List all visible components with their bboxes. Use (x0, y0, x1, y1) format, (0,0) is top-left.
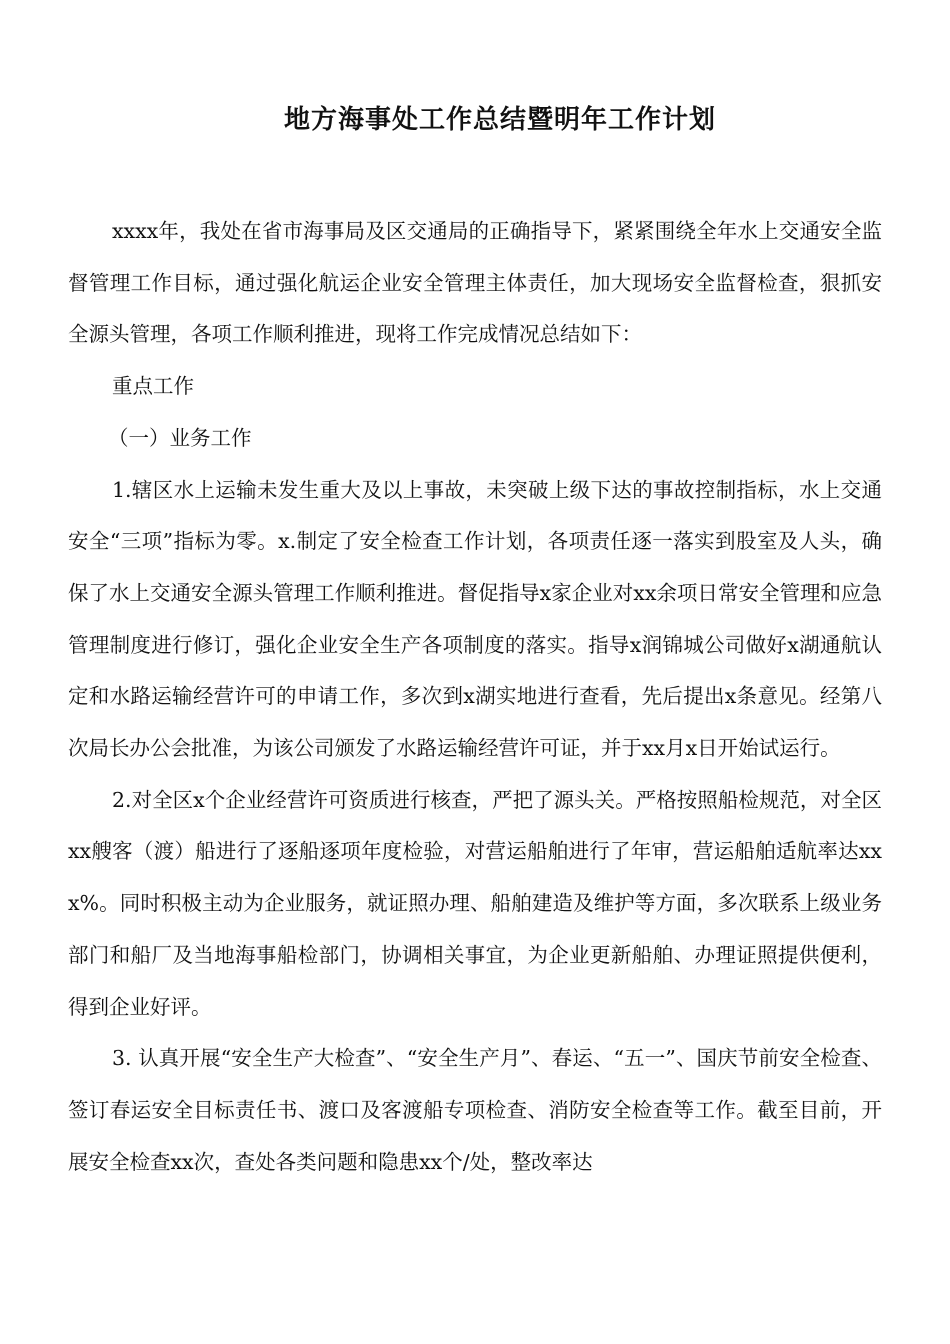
intro-paragraph: xxxx年，我处在省市海事局及区交通局的正确指导下，紧紧围绕全年水上交通安全监督管理工作目标，通过强化航运企业安全管理主体责任，加大现场安全监督检查，狠抓安全源头管理，各项工作顺利推进，现将工作完成情况总结如下： (68, 219, 882, 347)
subsection-heading: （一）业务工作 (108, 425, 252, 450)
item-paragraph-3: 3. 认真开展“安全生产大检查”、“安全生产月”、春运、“五一”、国庆节前安全检查、签订春运安全目标责任书、渡口及客渡船专项检查、消防安全检查等工作。截至目前，开展安全检查xx次，查处各类问题和隐患xx个/处，整改率达 (68, 1046, 882, 1174)
item-paragraph-2: 2.对全区x个企业经营许可资质进行核查，严把了源头关。严格按照船检规范，对全区xx艘客（渡）船进行了逐船逐项年度检验，对营运船舶进行了年审，营运船舶适航率达xxx%。同时积极主动为企业服务，就证照办理、船舶建造及维护等方面，多次联系上级业务部门和船厂及当地海事船检部门，协调相关事宜，为企业更新船舶、办理证照提供便利，得到企业好评。 (68, 787, 882, 1019)
item-paragraph-1: 1.辖区水上运输未发生重大及以上事故，未突破上级下达的事故控制指标，水上交通安全“三项”指标为零。x.制定了安全检查工作计划，各项责任逐一落实到股室及人头，确保了水上交通安全源头管理工作顺利推进。督促指导x家企业对xx余项日常安全管理和应急管理制度进行修订，强化企业安全生产各项制度的落实。指导x润锦城公司做好x湖通航认定和水路运输经营许可的申请工作，多次到x湖实地进行查看，先后提出x条意见。经第八次局长办公会批准，为该公司颁发了水路运输经营许可证，并于xx月x日开始试运行。 (68, 477, 882, 761)
section-heading: 重点工作 (112, 374, 194, 399)
document-body (68, 206, 882, 1188)
document-title: 地方海事处工作总结暨明年工作计划 (283, 105, 716, 135)
